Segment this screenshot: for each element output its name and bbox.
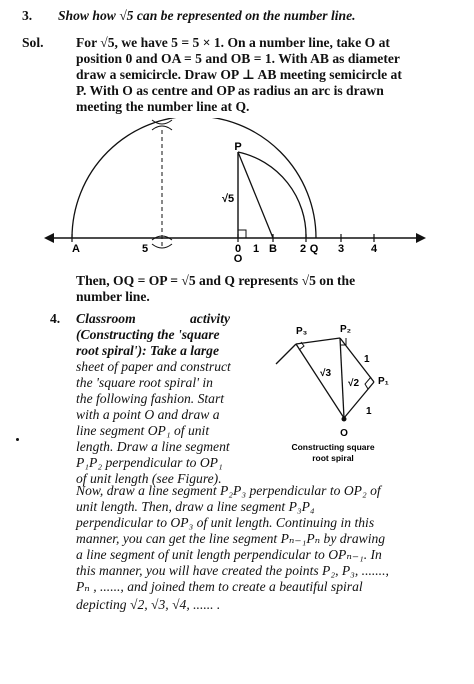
tick-5: 5 xyxy=(141,243,149,255)
conclusion-line: Then, OQ = OP = √5 and Q represents √5 on the xyxy=(76,273,356,288)
solution-line: meeting the number line at Q. xyxy=(76,99,250,114)
activity-line: of unit length (see Figure). xyxy=(76,471,222,486)
conclusion-line: number line. xyxy=(76,289,150,304)
question-text: Show how √5 can be represented on the number line. xyxy=(58,8,356,23)
label-root3: √3 xyxy=(320,368,332,379)
right-angle-mark xyxy=(238,230,246,238)
activity-line: the 'square root spiral' in xyxy=(76,375,213,390)
label-b: B xyxy=(269,243,277,255)
margin-dot xyxy=(16,438,19,441)
activity-line: (Constructing the 'square xyxy=(76,327,220,342)
figure-caption: Constructing square xyxy=(291,442,375,452)
continued-line: perpendicular to OP₃ of unit length. Continuing in this xyxy=(76,515,375,530)
activity-heading: activity xyxy=(190,311,231,326)
solution-line: For √5, we have 5 = 5 × 1. On a number line, take O at xyxy=(76,35,390,50)
tick-3: 3 xyxy=(337,243,345,255)
tick-4: 4 xyxy=(370,243,378,255)
label-p2: P₂ xyxy=(340,324,352,335)
arc-pq xyxy=(238,152,306,238)
number-line-figure xyxy=(0,118,474,263)
continued-line: Now, draw a line segment P₂P₃ perpendicular to OP₂ of xyxy=(76,483,381,498)
activity-line: the following fashion. Start xyxy=(76,391,225,406)
activity-line: sheet of paper and construct xyxy=(76,359,231,374)
label-one-b: 1 xyxy=(366,406,372,417)
activity-line: with a point O and draw a xyxy=(76,407,220,422)
semicircle-ab xyxy=(72,118,316,238)
arrow-right-icon xyxy=(416,233,426,243)
activity-number: 4. xyxy=(50,311,61,326)
continued-line: manner, you can get the line segment Pₙ₋₁Pₙ by drawing xyxy=(76,531,386,546)
label-p: P xyxy=(234,141,242,153)
question-number: 3. xyxy=(22,8,33,23)
tick-0: 0 xyxy=(234,243,242,255)
arc-mark-top xyxy=(152,126,172,130)
activity-line: line segment OP₁ of unit xyxy=(76,423,210,438)
continued-line: this manner, you will have created the points P₂, P₃, ......., xyxy=(76,563,389,578)
activity-line: root spiral'): Take a large xyxy=(76,343,219,358)
arrow-left-icon xyxy=(44,233,54,243)
label-p3: P₃ xyxy=(296,326,308,337)
activity-heading: Classroom xyxy=(76,311,136,326)
continued-line: unit length. Then, draw a line segment P₃P₄ xyxy=(76,499,315,514)
activity-line: P₁P₂ perpendicular to OP₁ xyxy=(76,455,223,470)
solution-line: P. With O as centre and OP as radius an arc is drawn xyxy=(76,83,384,98)
solution-line: position 0 and OA = 5 and OB = 1. With AB as diameter xyxy=(76,51,400,66)
solution-label: Sol. xyxy=(22,35,44,50)
label-p1: P₁ xyxy=(378,376,389,387)
continued-line: Pₙ , ......, and joined them to create a beautiful spiral xyxy=(76,579,363,594)
label-o: O xyxy=(340,428,348,439)
activity-line: length. Draw a line segment xyxy=(76,439,230,454)
label-o: O xyxy=(233,253,243,263)
solution-line: draw a semicircle. Draw OP ⊥ AB meeting semicircle at xyxy=(76,67,402,82)
label-one-a: 1 xyxy=(364,354,370,365)
label-root5: √5 xyxy=(222,193,235,205)
continued-line: depicting √2, √3, √4, ...... . xyxy=(76,597,221,612)
figure-caption: root spiral xyxy=(312,453,354,463)
label-a: A xyxy=(72,243,80,255)
square-root-spiral-figure xyxy=(268,318,398,470)
tick-1: 1 xyxy=(252,243,260,255)
tick-2: 2 xyxy=(299,243,307,255)
continued-line: a line segment of unit length perpendicular to OPₙ₋₁. In xyxy=(76,547,382,562)
label-root2: √2 xyxy=(348,378,360,389)
label-q: Q xyxy=(309,243,319,255)
